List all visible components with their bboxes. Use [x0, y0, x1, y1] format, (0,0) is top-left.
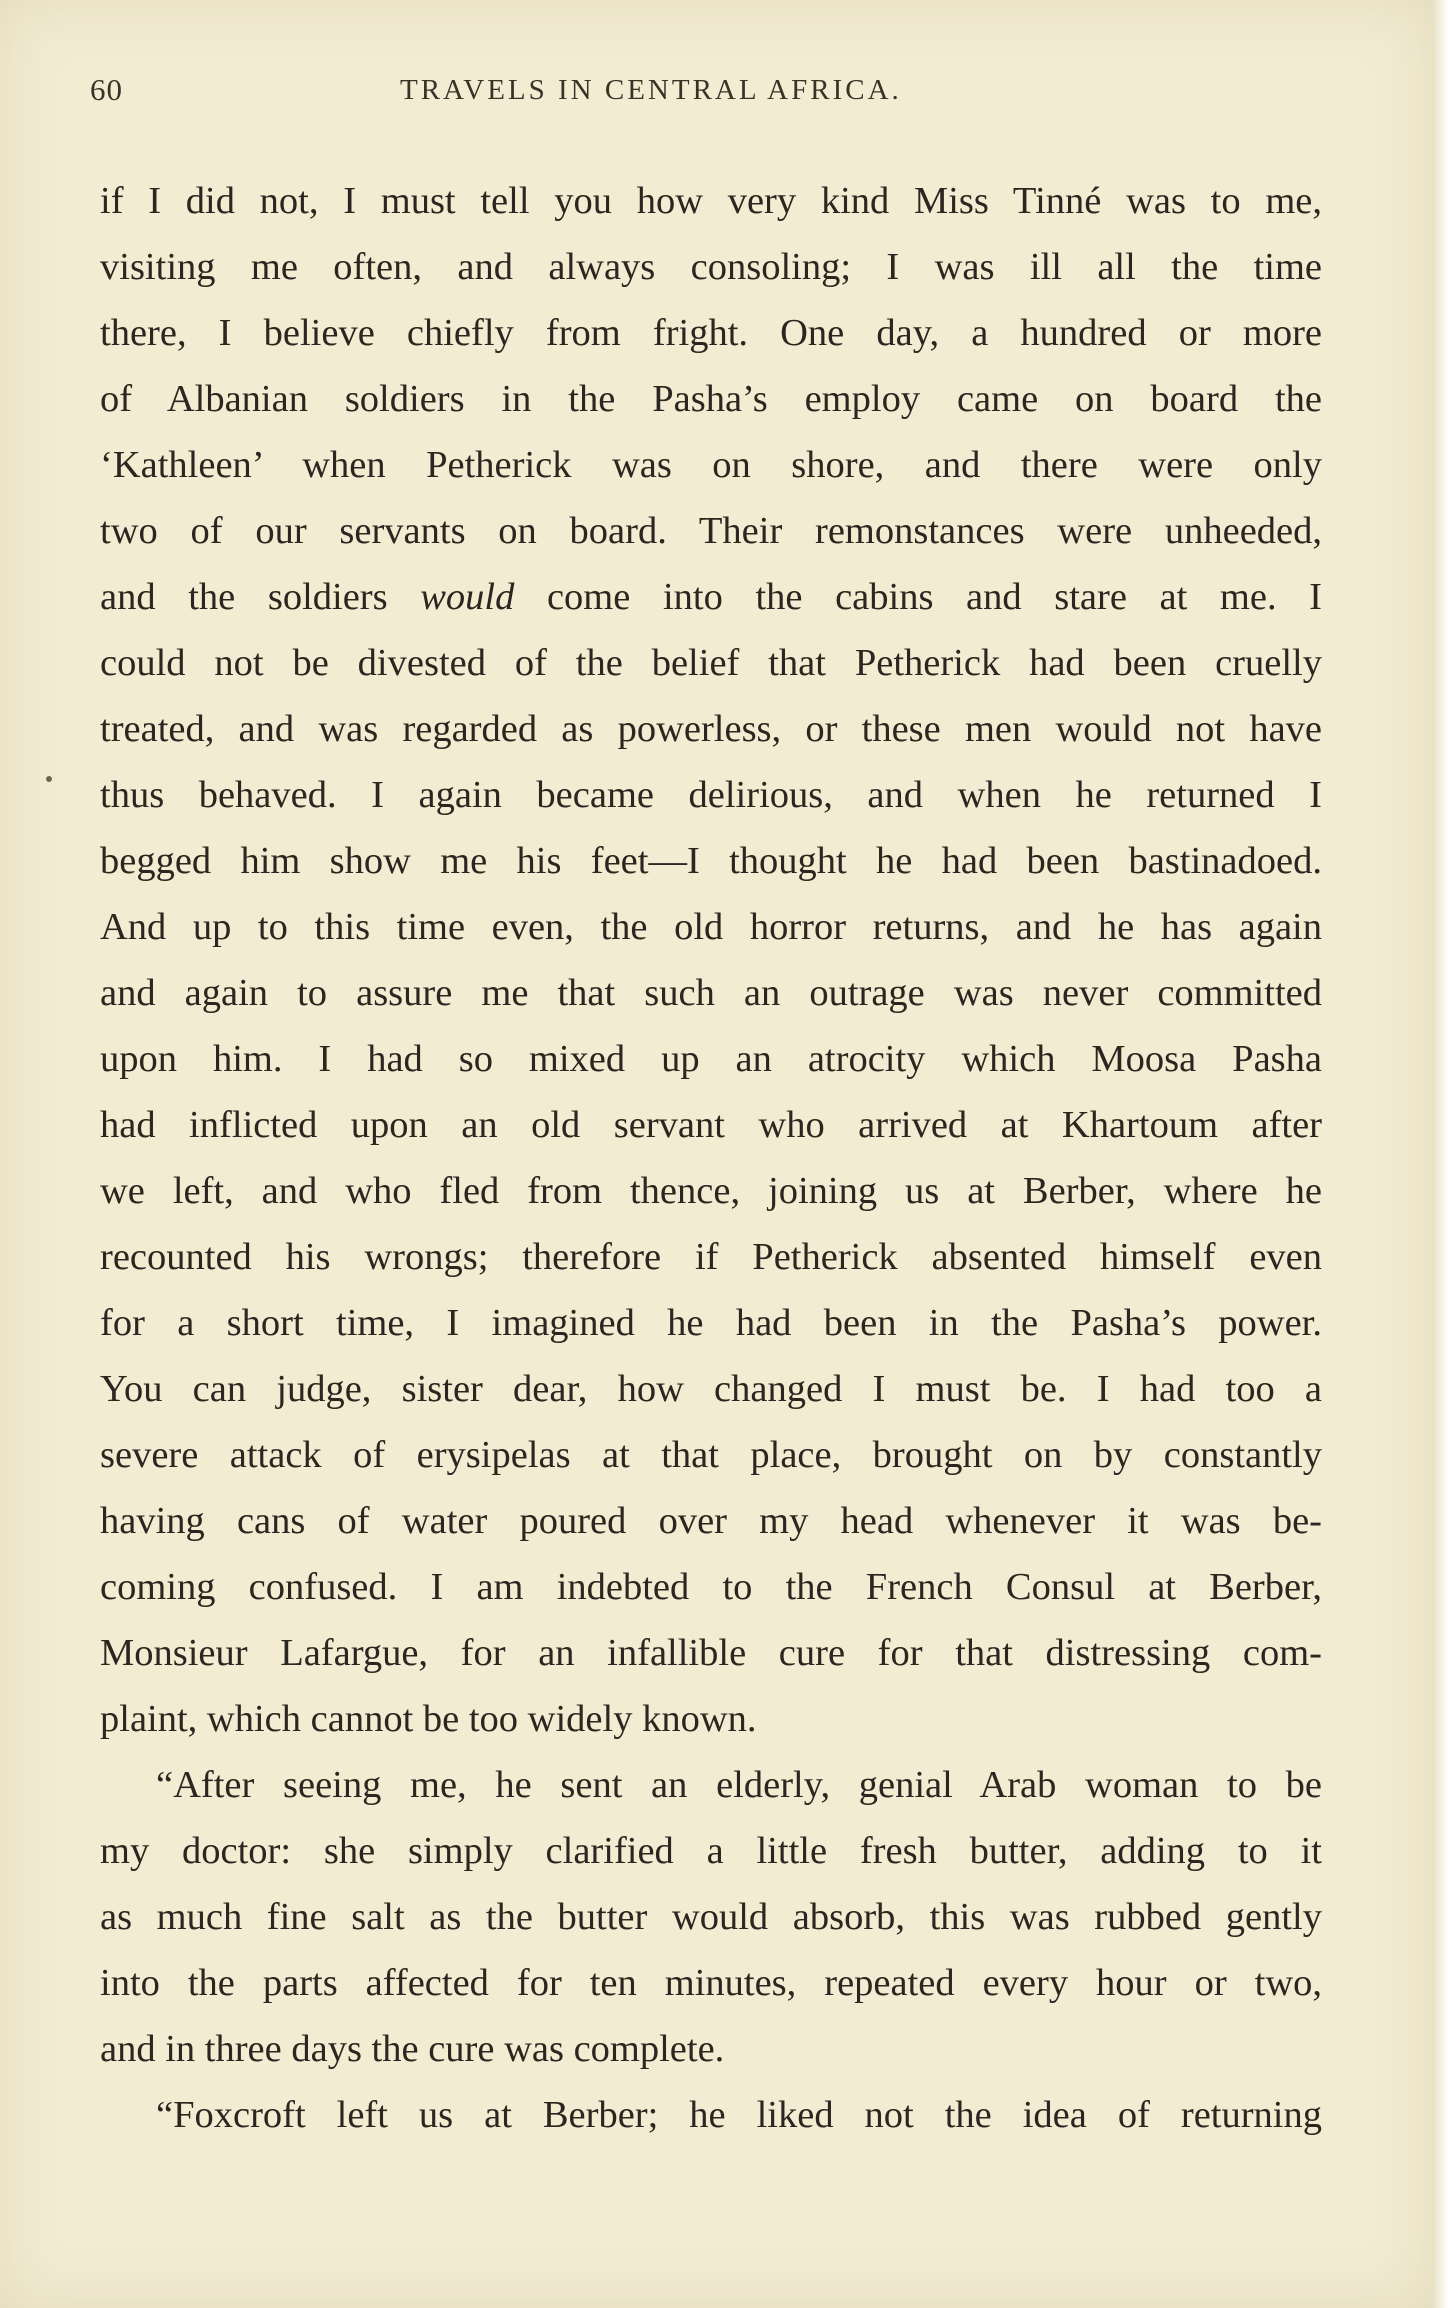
text-line: ‘Kathleen’ when Petherick was on shore, and there were only: [100, 444, 1322, 486]
text-line: of Albanian soldiers in the Pasha’s employ came on board the: [100, 378, 1322, 420]
text-line: upon him. I had so mixed up an atrocity which Moosa Pasha: [100, 1038, 1322, 1080]
body-text: [100, 168, 1322, 2148]
text-line: visiting me often, and always consoling; I was ill all the time: [100, 246, 1322, 288]
page-edge: [1432, 0, 1448, 2308]
text-line: and in three days the cure was complete.: [100, 2028, 725, 2070]
text-line: severe attack of erysipelas at that place, brought on by constantly: [100, 1434, 1322, 1476]
text-line: and again to assure me that such an outrage was never committed: [100, 972, 1322, 1014]
text-line: And up to this time even, the old horror returns, and he has again: [100, 906, 1322, 948]
text-segment: come into the cabins and stare at me. I: [514, 576, 1323, 618]
running-title: TRAVELS IN CENTRAL AFRICA.: [400, 74, 902, 106]
text-line: You can judge, sister dear, how changed I must be. I had too a: [100, 1368, 1322, 1410]
text-line: there, I believe chiefly from fright. One day, a hundred or more: [100, 312, 1322, 354]
text-line: having cans of water poured over my head whenever it was be-: [100, 1500, 1322, 1542]
text-line: begged him show me his feet—I thought he had been bastinadoed.: [100, 840, 1322, 882]
text-line: two of our servants on board. Their remonstances were unheeded,: [100, 510, 1322, 552]
text-line: as much fine salt as the butter would absorb, this was rubbed gently: [100, 1896, 1322, 1938]
text-line: could not be divested of the belief that Petherick had been cruelly: [100, 642, 1322, 684]
text-line: had inflicted upon an old servant who arrived at Khartoum after: [100, 1104, 1322, 1146]
running-head: [90, 72, 1022, 112]
text-line: thus behaved. I again became delirious, and when he returned I: [100, 774, 1322, 816]
text-line: we left, and who fled from thence, joining us at Berber, where he: [100, 1170, 1322, 1212]
margin-mark: [46, 776, 52, 782]
text-line: Monsieur Lafargue, for an infallible cure for that distressing com-: [100, 1632, 1322, 1674]
italic-word: would: [420, 576, 515, 618]
text-line: my doctor: she simply clarified a little fresh butter, adding to it: [100, 1830, 1322, 1872]
text-line: treated, and was regarded as powerless, or these men would not have: [100, 708, 1322, 750]
text-line-with-italic: [100, 564, 1322, 630]
text-line: into the parts affected for ten minutes, repeated every hour or two,: [100, 1962, 1322, 2004]
text-line: “Foxcroft left us at Berber; he liked not the idea of returning: [156, 2094, 1322, 2136]
page-number: 60: [90, 72, 123, 107]
text-line: plaint, which cannot be too widely known.: [100, 1698, 757, 1740]
text-line: recounted his wrongs; therefore if Petherick absented himself even: [100, 1236, 1322, 1278]
text-line: coming confused. I am indebted to the French Consul at Berber,: [100, 1566, 1322, 1608]
text-line: if I did not, I must tell you how very kind Miss Tinné was to me,: [100, 180, 1322, 222]
text-line: “After seeing me, he sent an elderly, genial Arab woman to be: [156, 1764, 1322, 1806]
text-line: for a short time, I imagined he had been in the Pasha’s power.: [100, 1302, 1322, 1344]
text-segment: and the soldiers: [100, 576, 421, 618]
